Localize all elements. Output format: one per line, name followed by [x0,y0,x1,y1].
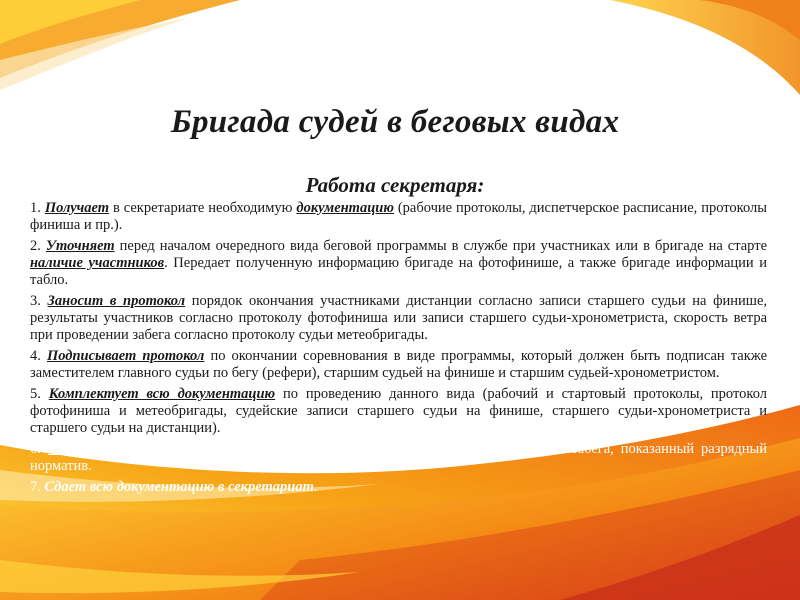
item-text-2: (рабочие протоколы, диспетчерское расписание, протоколы финиша и пр.). [30,200,768,233]
item-keyword: Заносит в протокол [47,293,186,309]
item-number: 5. [30,386,49,402]
item-number: 2. [30,238,46,254]
item-text: по проведению данного вида (рабочий и стартовый протоколы, протокол фотофиниша и метеобригады, судейские записи старшего судьи на финише, старшего судьи-хронометриста и старшего судьи на дистанции). [30,386,767,436]
item-number: 4. [30,348,47,364]
list-item [30,293,767,344]
item-number: 1. [30,200,45,216]
item-keyword-2: наличие участников [30,255,165,271]
item-text: по окончании соревнования в виде программы, который должен быть подписан также заместителем главного судьи по бегу (рефери), старшим судьей на финише и старшим судьей-хронометристом. [30,348,767,381]
item-text: порядок окончания участниками дистанции согласно записи старшего судьи на финише, результаты участников согласно протоколу фотофиниша или записи старшего судьи-хронометриста, скорость ветра при проведении забега согласно протоколу судьи метеобригады. [30,293,768,343]
list-item [30,479,767,496]
list-item [30,348,767,382]
item-keyword: Получает [44,200,110,216]
list-item [30,441,767,475]
item-text-2: . Передает полученную информацию бригаде на фотофинише, а также бригаде информации и табло. [30,255,767,288]
item-text: время, показанное участниками, скорость ветра во время забега, показанный разрядный норматив. [30,441,768,474]
item-text: . [313,479,318,495]
list-item [30,386,767,437]
slide-title: Бригада судей в беговых видах [170,104,620,140]
list-item [30,200,767,234]
item-keyword: Комплектует всю документацию [48,386,276,402]
list-item [30,238,767,289]
item-text: перед началом очередного вида беговой программы в службе при участниках или в бригаде на старте [114,238,768,254]
item-keyword: Заносит в карточки [47,441,187,457]
item-keyword: Сдает всю документацию в секретариат [44,479,314,495]
secretary-duties-list [30,200,767,500]
item-keyword: Подписывает протокол [46,348,205,364]
item-number: 7. [30,479,45,495]
item-keyword: Уточняет [45,238,115,254]
item-keyword-2: документацию [296,200,394,216]
item-number: 3. [30,293,48,309]
item-text: в секретариате необходимую [109,200,297,216]
slide-subtitle: Работа секретаря: [305,173,485,197]
item-number: 6. [30,441,48,457]
